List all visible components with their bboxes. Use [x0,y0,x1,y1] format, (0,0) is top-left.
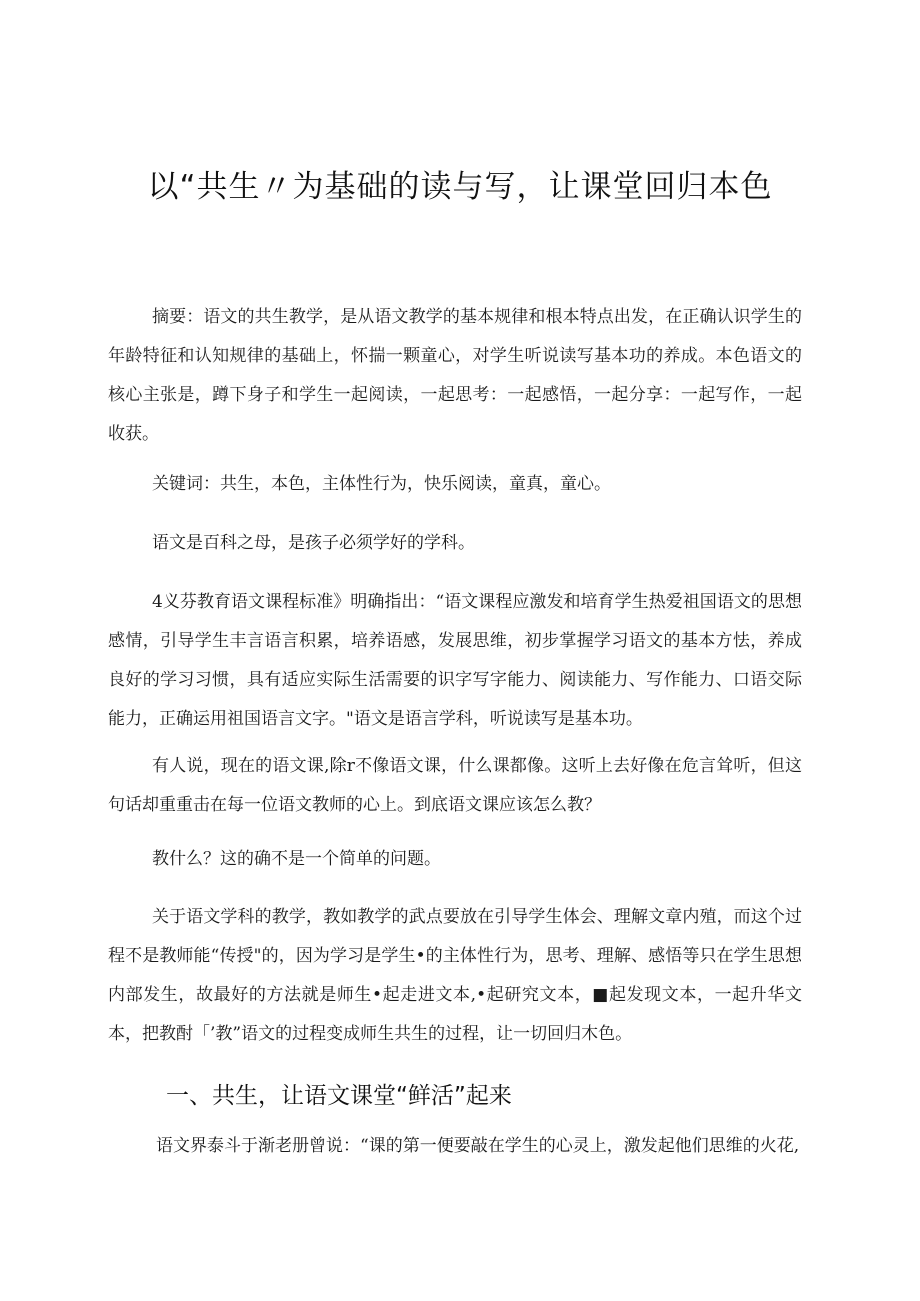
body-paragraph: 有人说，现在的语文课,除r不像语文课，什么课都像。这听上去好像在危言耸听，但这句话却重重击在每一位语文教师的心上。到底语文课应该怎么教？ [108,756,802,815]
keywords-paragraph: 关键词：共生，本色，主体性行为，快乐阅读，童真，童心。 [152,474,611,494]
body-paragraph: 4义芬教育语文课程标准》明确指出：“语文课程应激发和培育学生热爱祖国语文的思想感情，引导学生丰言语言积累，培养语感，发展思维，初步掌握学习语文的基本方怯，养成良好的学习习惯，具有适应实际生活需要的识字写字能力、阅读能力、写作能力、口语交际能力，正确运用祖国语言文字。"语文是语言学科，听说读写是基本功。 [108,592,802,729]
abstract-paragraph: 摘要：语文的共生教学，是从语文教学的基本规律和根本特点出发，在正确认识学生的年龄特征和认知规律的基础上，怀揣一颗童心，对学生听说读写基本功的养成。本色语文的核心主张是，蹲下身子和学生一起阅读，一起思考：一起感悟，一起分享：一起写作，一起收获。 [108,307,802,444]
document-title: 以“共生〃为基础的读与写，让课堂回归本色 [147,169,773,205]
body-paragraph: 语文界泰斗于渐老册曾说：“课的第一便要敲在学生的心灵上，激发起他们思维的火花, [156,1136,800,1156]
section-heading: 一、共生，让语文课堂“鲜活”起来 [166,1083,512,1109]
body-paragraph: 关于语文学科的教学，教如教学的武点要放在引导学生体会、理解文章内殖，而这个过程不是教师能“传授"的，因为学习是学生•的主体性行为，思考、理解、感悟等只在学生思想内部发生，故最好的方法就是师生•起走进文本,•起研究文本，■起发现文本，一起升华文本，把教酎「’教”语文的过程变成师生共生的过程，让一切回归木色。 [108,907,802,1044]
body-paragraph: 语文是百科之母，是孩子必须学好的学科。 [152,533,475,553]
body-paragraph: 教什么？这的确不是一个简单的问题。 [152,849,441,869]
